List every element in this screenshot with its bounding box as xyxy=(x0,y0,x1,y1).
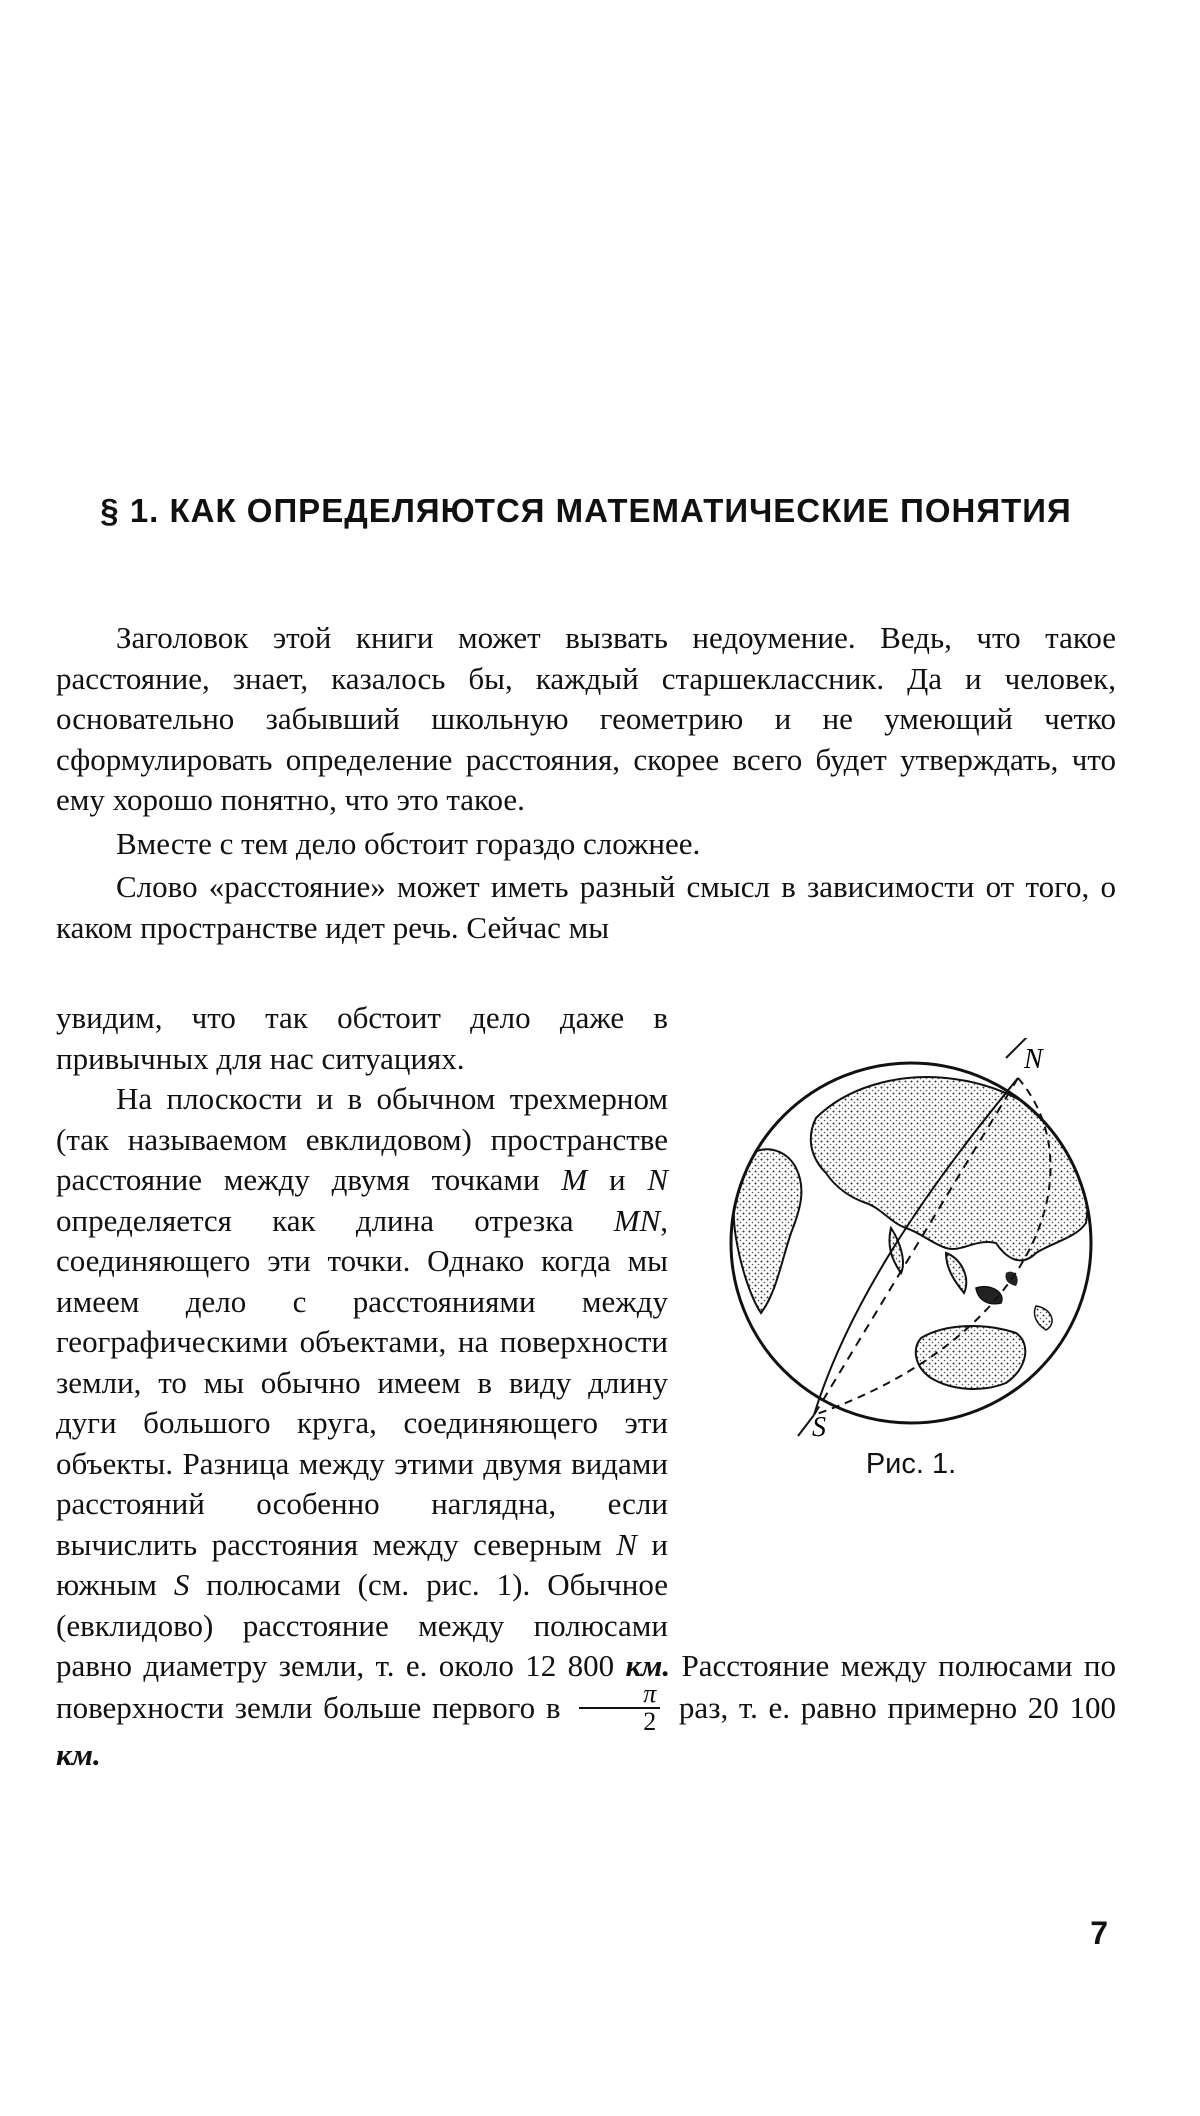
figure-caption: Рис. 1. xyxy=(865,1448,957,1480)
pi-over-two-fraction xyxy=(579,1678,660,1736)
paragraph-1: Заголовок этой книги может вызвать недоумение. Ведь, что такое расстояние, знает, казалось бы, каждый старшеклассник. Да и человек, основательно забывший школьную геометрию и не умеющий четко сформулировать определение расстояния, скорее всего будет утверждать, что ему хорошо понятно, что это такое. xyxy=(56,620,1116,817)
point-n: N xyxy=(647,1162,668,1197)
p4-text-c: , соединяющего эти точки. Однако когда мы имеем дело с расстояниями между географическими объектами, на поверхности земли, то мы обычно имеем в виду длину дуги большого круга, соединяющего эти объекты. Разница между этими двумя видами расстояний особенно наглядна, если вычислить расстояния между северным xyxy=(56,1202,668,1562)
p4-text-and: и xyxy=(587,1162,648,1197)
globe-illustration xyxy=(706,1038,1116,1438)
south-pole-s: S xyxy=(173,1567,190,1602)
paragraph-2: Вместе с тем дело обстоит гораздо сложнее. xyxy=(116,825,701,861)
p4-text-g: раз, т. е. равно примерно 20 100 xyxy=(668,1689,1116,1725)
unit-km-1: км. xyxy=(625,1648,671,1683)
north-pole-label: N xyxy=(1024,1044,1043,1075)
fraction-denominator: 2 xyxy=(643,1706,657,1736)
paragraph-3-continued: увидим, что так обстоит дело даже в привычных для нас ситуациях. xyxy=(56,1000,668,1076)
south-pole-label: S xyxy=(812,1412,826,1438)
p4-text-d: и южным xyxy=(56,1526,669,1602)
p4-text-f: Расстояние между полюсами по поверхности земли больше первого в xyxy=(56,1648,1116,1725)
intro-text xyxy=(56,618,1116,951)
fraction-numerator: π xyxy=(579,1681,660,1709)
p4-text-b: определяется как длина отрезка xyxy=(56,1202,614,1238)
unit-km-2: км. xyxy=(56,1736,101,1772)
page-number: 7 xyxy=(1090,1915,1108,1951)
p4-text-e: полюсами (см. рис. 1). Обычное (евклидово) расстояние между полюсами равно диаметру земли, т. е. около 12 800 xyxy=(56,1567,668,1683)
figure-1 xyxy=(696,1038,1126,1614)
section-heading: § 1. КАК ОПРЕДЕЛЯЮТСЯ МАТЕМАТИЧЕСКИЕ ПОНЯТИЯ xyxy=(100,492,1072,529)
paragraph-3: Слово «расстояние» может иметь разный смысл в зависимости от того, о каком пространстве идет речь. Сейчас мы xyxy=(56,869,1116,945)
book-page xyxy=(56,0,1116,2116)
p4-text-a: На плоскости и в обычном трехмерном (так называемом евклидовом) пространстве расстояние между двумя точками xyxy=(56,1081,668,1197)
point-m: M xyxy=(561,1162,588,1197)
text-with-figure xyxy=(56,998,1116,1775)
continents xyxy=(734,1077,1088,1389)
segment-mn: MN xyxy=(613,1202,661,1238)
north-pole-n: N xyxy=(616,1526,637,1562)
